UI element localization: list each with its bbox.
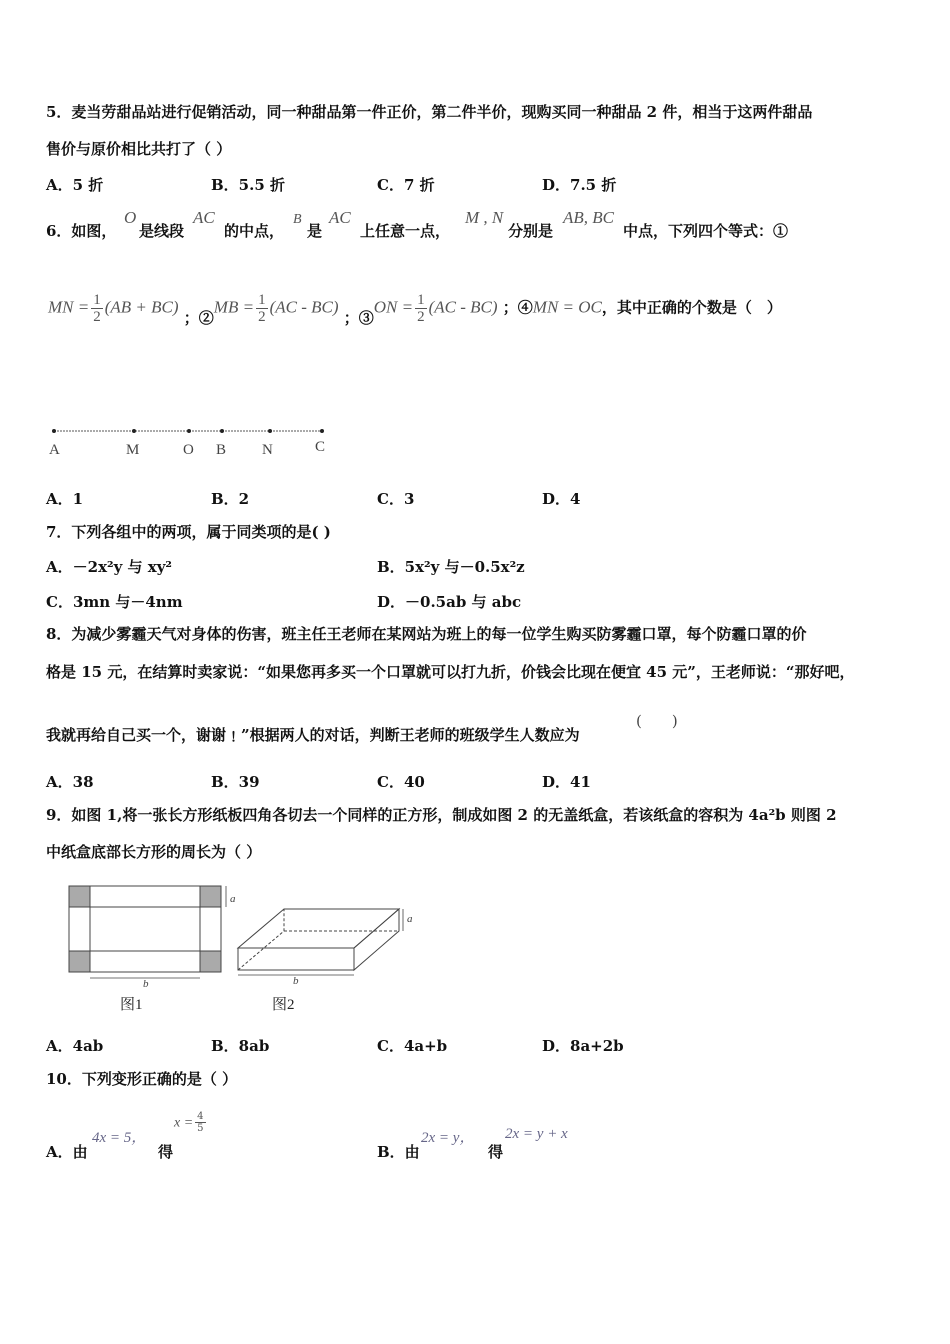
- q6-eq3-rhs: (AC - BC): [428, 297, 498, 317]
- fig2-label: 图2: [272, 997, 295, 1013]
- q10-option-b-prefix: B．由: [377, 1143, 420, 1161]
- q6-segment-ac-2: AC: [329, 208, 351, 227]
- q6-number-line-figure: [40, 420, 340, 465]
- q6-segment-ac: AC: [193, 208, 215, 227]
- q6-text-5: 分别是: [508, 222, 554, 240]
- q8-option-b: B．39: [211, 773, 260, 791]
- q6-text-6: 中点，下列四个等式：①: [623, 222, 789, 240]
- q6-text-4: 上任意一点，: [360, 222, 451, 240]
- q6-lead: 6．如图，: [46, 222, 117, 240]
- q9-stem-line2: 中纸盒底部长方形的周长为（ ）: [46, 843, 262, 861]
- q5-stem-line1: 5．麦当劳甜品站进行促销活动，同一种甜品第一件正价，第二件半价，现购买同一种甜品 2 件，相当于这两件甜品: [46, 103, 813, 121]
- q8-option-c: C．40: [377, 773, 425, 791]
- q10-a-result-lhs: x =: [174, 1115, 194, 1131]
- label-c: C: [315, 439, 326, 455]
- q6-separator-3: ；③: [343, 308, 374, 327]
- q6-option-d: D．4: [542, 490, 581, 508]
- corner-square-tl: [69, 886, 90, 907]
- q9-option-b: B．8ab: [211, 1037, 270, 1055]
- q10-option-a-equation: 4x = 5，: [92, 1130, 147, 1146]
- q5-option-c: C．7 折: [377, 176, 435, 194]
- q8-answer-paren: ( ): [636, 712, 678, 730]
- label-a: A: [49, 442, 60, 458]
- q8-option-d: D．41: [542, 773, 591, 791]
- fig1-dim-a: a: [230, 893, 236, 905]
- q6-eq3-fraction: $\frac{1}{2}$: [417, 292, 425, 325]
- label-b: B: [216, 442, 227, 458]
- q10-option-a-get: 得: [158, 1143, 174, 1161]
- q6-eq3-lhs: ON =: [373, 297, 414, 317]
- q6-text-2: 的中点，: [224, 222, 285, 240]
- q10-option-b-get: 得: [488, 1143, 504, 1161]
- q6-eq2-fraction: $\frac{1}{2}$: [258, 292, 266, 325]
- q9-option-c: C．4a+b: [377, 1037, 448, 1055]
- fig1-label: 图1: [120, 997, 143, 1013]
- corner-square-bl: [69, 951, 90, 972]
- q6-eq2-rhs: (AC - BC): [269, 297, 339, 317]
- q7-option-c: C．3mn 与－4nm: [46, 593, 183, 611]
- q10-option-a-result: [174, 1111, 208, 1134]
- q8-option-a: A．38: [46, 773, 94, 791]
- q6-point-b: B: [293, 212, 302, 227]
- label-n: N: [262, 442, 273, 458]
- q6-points-mn: M , N: [465, 208, 504, 227]
- label-o: O: [183, 442, 194, 458]
- q6-eq2-lhs: MB =: [213, 297, 255, 317]
- q7-option-a: A．－2x²y 与 xy²: [46, 558, 172, 576]
- q10-option-b-result: 2x = y + x: [505, 1126, 568, 1142]
- point-n: [268, 429, 272, 433]
- q6-option-c: C．3: [377, 490, 415, 508]
- q10-option-a-prefix: A．由: [46, 1143, 88, 1161]
- q6-tail: ，其中正确的个数是（ ）: [601, 298, 782, 317]
- q10-a-result-fraction: $\frac{4}{5}$: [197, 1111, 204, 1134]
- q6-option-a: A．1: [46, 490, 84, 508]
- q6-eq1-fraction: $\frac{1}{2}$: [93, 292, 101, 325]
- q6-separator-4: ；④: [502, 298, 533, 317]
- q6-separator-2: ；②: [183, 308, 214, 327]
- q6-point-o: O: [124, 208, 137, 227]
- q6-text-1: 是线段: [139, 222, 185, 240]
- q10-stem: 10．下列变形正确的是（ ）: [46, 1070, 238, 1088]
- q8-stem-line2: 格是 15 元，在结算时卖家说：“如果您再多买一个口罩就可以打九折，价钱会比现在便宜 45 元”，王老师说：“那好吧，: [46, 663, 855, 681]
- point-a: [52, 429, 56, 433]
- q6-eq1-rhs: (AB + BC): [104, 297, 179, 317]
- corner-square-tr: [200, 886, 221, 907]
- q6-text-3: 是: [307, 222, 323, 240]
- q7-option-b: B．5x²y 与－0.5x²z: [377, 558, 525, 576]
- point-m: [132, 429, 136, 433]
- q6-option-b: B．2: [211, 490, 250, 508]
- q8-stem-line1: 8．为减少雾霾天气对身体的伤害，班主任王老师在某网站为班上的每一位学生购买防雾霾口罩，每个防霾口罩的价: [46, 625, 807, 643]
- q5-option-b: B．5.5 折: [211, 176, 285, 194]
- q6-segments-ab-bc: AB, BC: [563, 208, 614, 227]
- q9-stem-line1: 9．如图 1,将一张长方形纸板四角各切去一个同样的正方形，制成如图 2 的无盖纸盒，若该纸盒的容积为 4a²b 则图 2: [46, 806, 837, 824]
- q6-eq1-lhs: MN =: [48, 297, 90, 317]
- q7-option-d: D．－0.5ab 与 abc: [377, 593, 522, 611]
- q7-stem: 7．下列各组中的两项，属于同类项的是( ): [46, 523, 331, 541]
- q8-stem-line3: 我就再给自己买一个，谢谢﹗”根据两人的对话，判断王老师的班级学生人数应为: [46, 726, 580, 744]
- fig2-dim-b: b: [293, 975, 299, 987]
- q10-option-b-equation: 2x = y，: [421, 1130, 475, 1146]
- corner-square-br: [200, 951, 221, 972]
- point-b: [220, 429, 224, 433]
- q9-option-d: D．8a+2b: [542, 1037, 624, 1055]
- q5-option-a: A．5 折: [46, 176, 104, 194]
- fig2-dim-a: a: [407, 913, 413, 925]
- fig1-dim-b: b: [143, 978, 149, 990]
- label-m: M: [126, 442, 140, 458]
- q5-stem-line2: 售价与原价相比共打了（ ）: [46, 140, 232, 158]
- point-c: [320, 429, 324, 433]
- q5-option-d: D．7.5 折: [542, 176, 617, 194]
- q9-figures: [60, 878, 420, 1018]
- q9-option-a: A．4ab: [46, 1037, 104, 1055]
- point-o: [187, 429, 191, 433]
- figure-2-box: [238, 909, 413, 1013]
- figure-1-sheet: [69, 886, 236, 1013]
- q6-equations-line: [48, 292, 782, 325]
- q6-eq4: MN = OC: [532, 297, 602, 317]
